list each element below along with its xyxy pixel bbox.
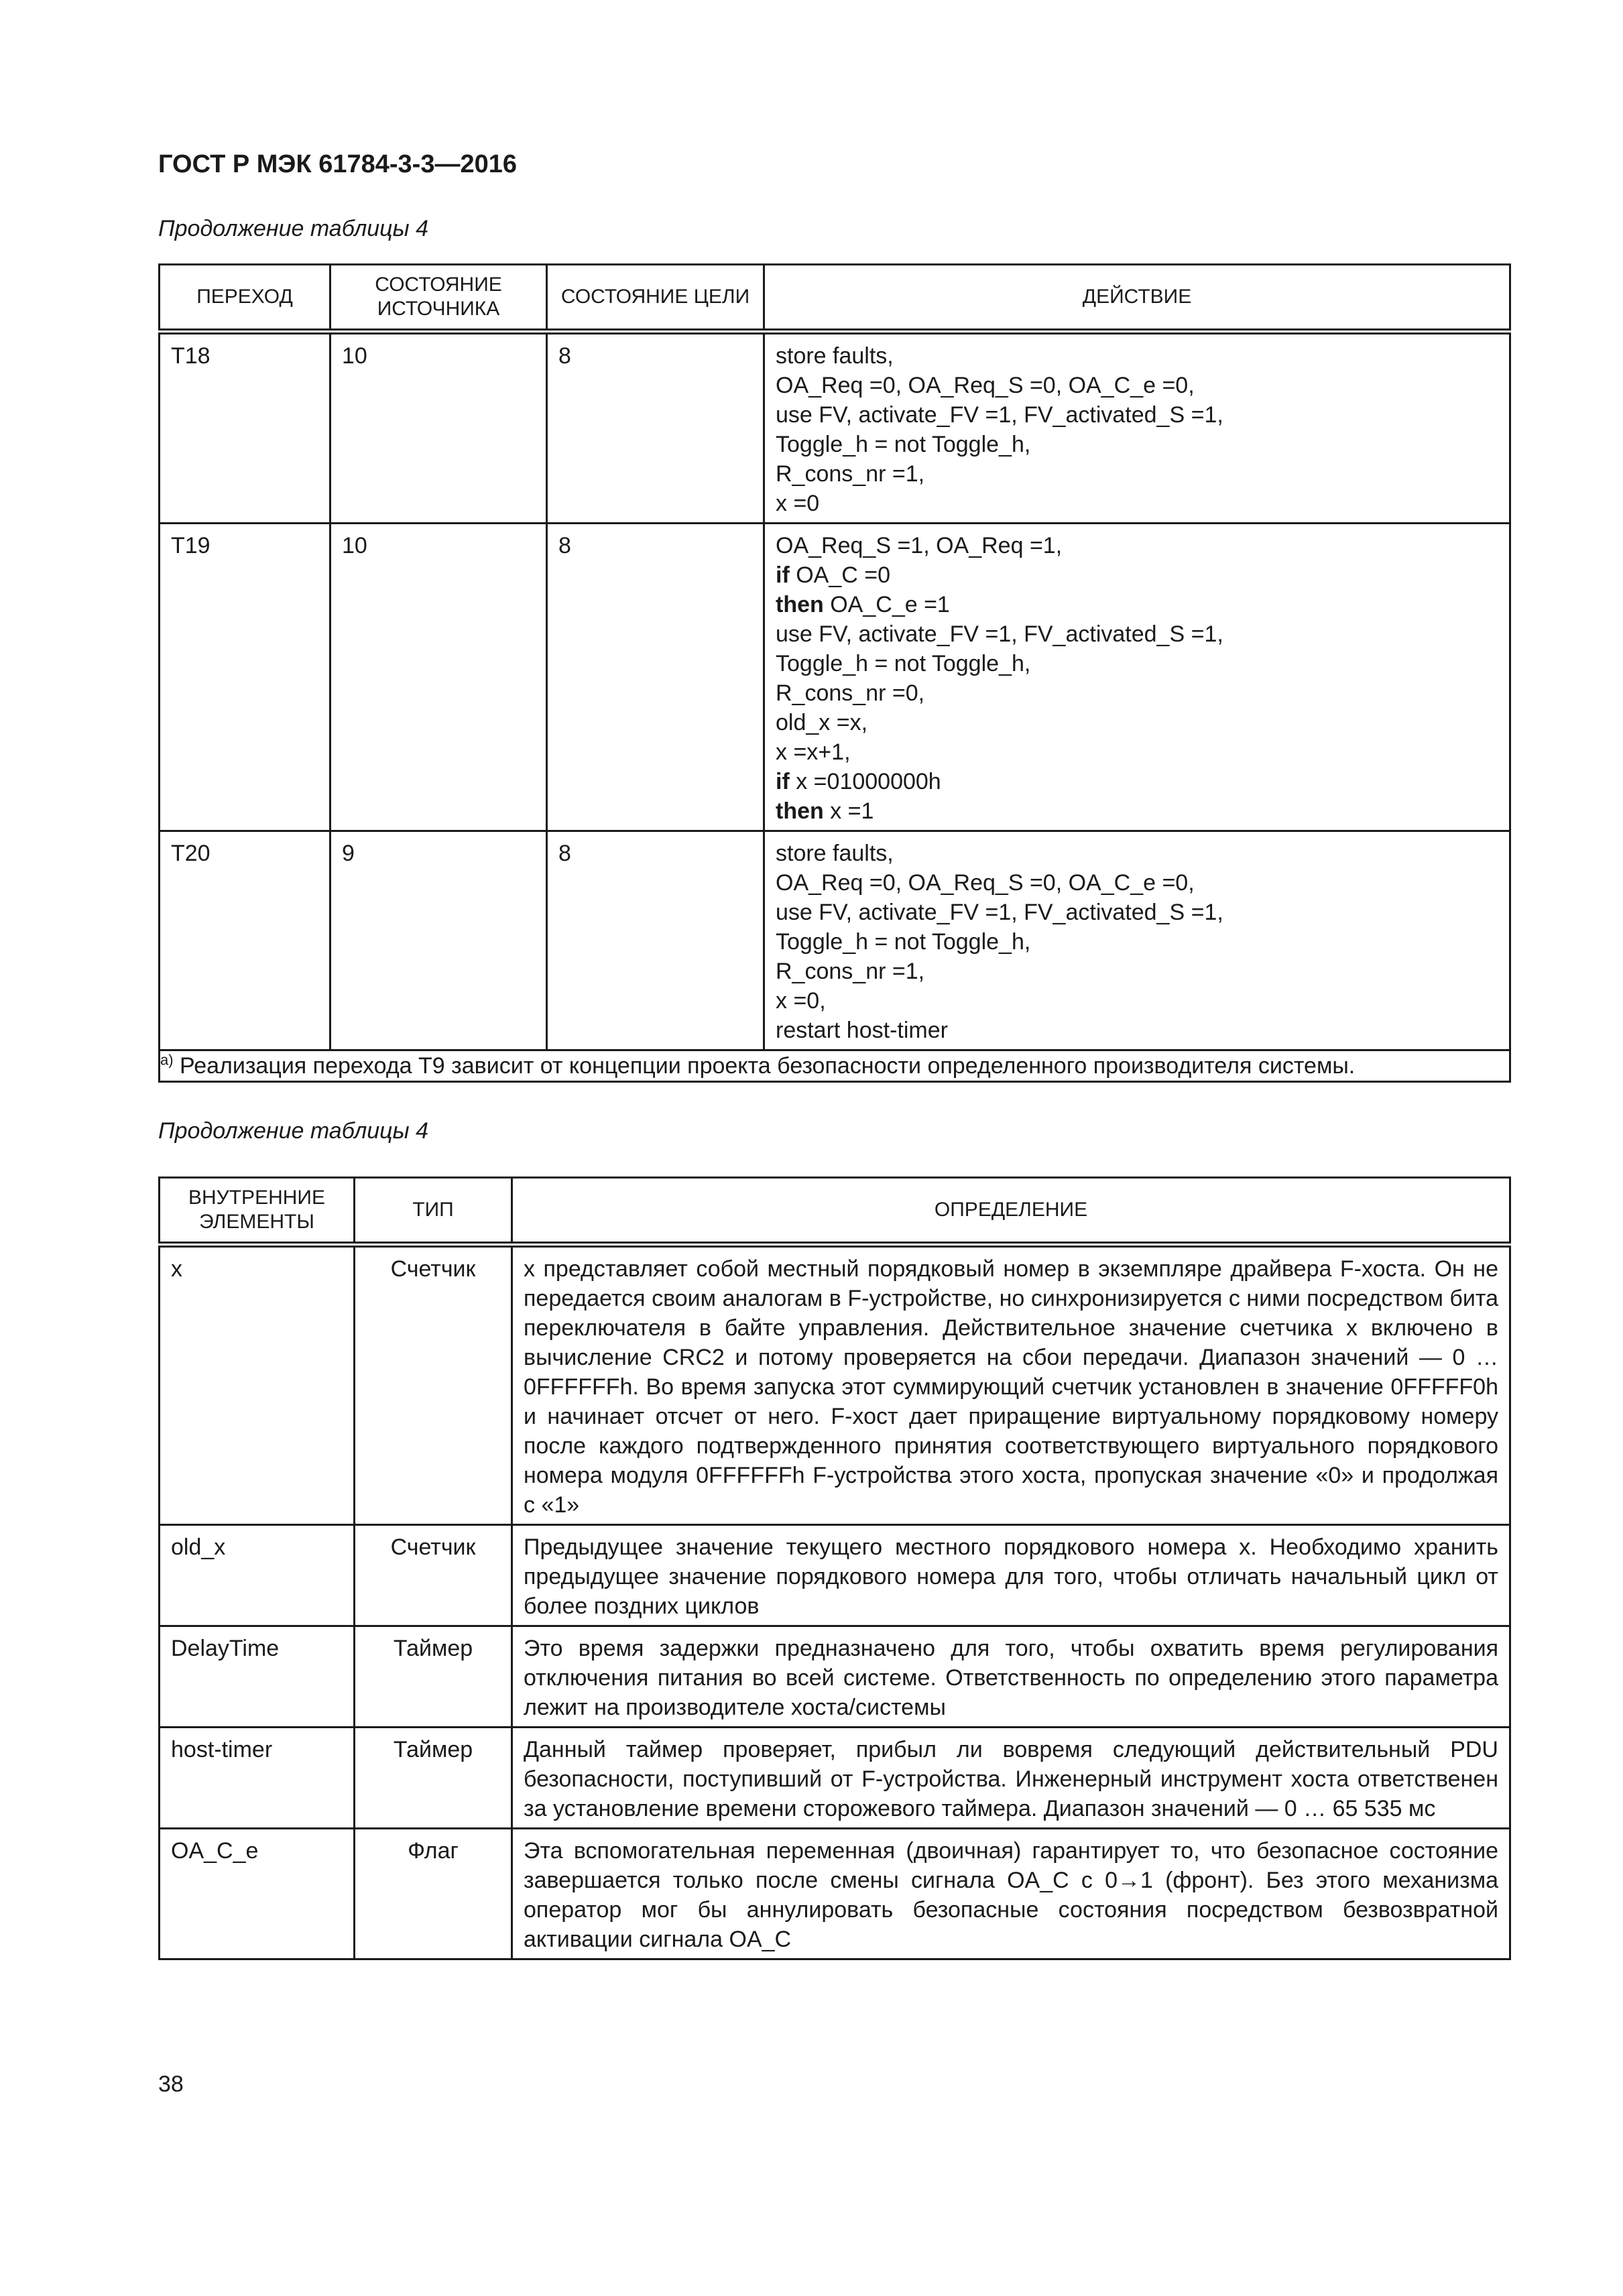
col-source-state-header: СОСТОЯНИЕ ИСТОЧНИКА	[330, 265, 547, 332]
element-name-cell	[160, 1525, 355, 1626]
element-definition-cell	[512, 1245, 1510, 1525]
element-type-cell	[355, 1525, 512, 1626]
transition-id: T19	[171, 533, 211, 558]
element-name: OA_C_e	[171, 1838, 259, 1864]
footnote-text: Реализация перехода T9 зависит от концепции проекта безопасности определенного производителя системы.	[173, 1053, 1356, 1079]
action-line	[776, 898, 1498, 927]
action-text: use FV, activate_FV =1, FV_activated_S =1,	[776, 621, 1223, 647]
source-state-cell	[330, 524, 547, 831]
element-definition: Предыдущее значение текущего местного порядкового номера x. Необходимо хранить предыдущее значение порядкового номера для того, чтобы отличать начальный цикл от более поздних циклов	[524, 1534, 1498, 1619]
source-state-value: 10	[342, 533, 367, 558]
action-text: store faults,	[776, 343, 894, 369]
action-text: restart host-timer	[776, 1018, 948, 1043]
table1-body	[160, 332, 1510, 1050]
action-line	[776, 957, 1498, 986]
action-keyword: then	[776, 798, 824, 824]
action-cell	[764, 524, 1510, 831]
table1-caption: Продолжение таблицы 4	[158, 216, 428, 241]
col-type-header: ТИП	[355, 1178, 512, 1245]
table-row	[160, 1728, 1510, 1829]
action-text: use FV, activate_FV =1, FV_activated_S =1,	[776, 402, 1223, 428]
action-line	[776, 868, 1498, 898]
transition-cell	[160, 332, 330, 524]
action-line	[776, 430, 1498, 459]
element-definition-cell	[512, 1626, 1510, 1728]
action-text: OA_C_e =1	[823, 592, 950, 617]
action-cell	[764, 332, 1510, 524]
table-row	[160, 831, 1510, 1050]
target-state-cell	[547, 524, 764, 831]
action-keyword: if	[776, 562, 790, 588]
action-text: R_cons_nr =0,	[776, 680, 925, 706]
element-name: x	[171, 1256, 182, 1282]
table-row	[160, 524, 1510, 831]
action-text: OA_C =0	[789, 562, 891, 588]
footnote-mark: a)	[160, 1051, 174, 1069]
action-text: store faults,	[776, 841, 894, 866]
action-line	[776, 839, 1498, 868]
element-name-cell	[160, 1728, 355, 1829]
action-text: R_cons_nr =1,	[776, 959, 925, 984]
target-state-cell	[547, 332, 764, 524]
target-state-value: 8	[558, 841, 571, 866]
source-state-cell	[330, 831, 547, 1050]
element-type-cell	[355, 1829, 512, 1959]
target-state-cell	[547, 831, 764, 1050]
action-text: Toggle_h = not Toggle_h,	[776, 651, 1031, 676]
action-text: use FV, activate_FV =1, FV_activated_S =1,	[776, 900, 1223, 925]
action-text: OA_Req =0, OA_Req_S =0, OA_C_e =0,	[776, 870, 1195, 896]
element-type: Таймер	[393, 1636, 473, 1661]
element-name: DelayTime	[171, 1636, 280, 1661]
element-definition: Данный таймер проверяет, прибыл ли вовремя следующий действительный PDU безопасности, поступивший от F-устройства. Инженерный инструмент хоста ответственен за установление времени сторожевого таймера. Диапазон значений — 0 … 65 535 мс	[524, 1737, 1498, 1821]
action-line	[776, 796, 1498, 826]
action-keyword: then	[776, 592, 824, 617]
action-text: x =x+1,	[776, 739, 851, 765]
action-line	[776, 619, 1498, 649]
page-number: 38	[158, 2071, 184, 2097]
action-line	[776, 767, 1498, 796]
table-row	[160, 1245, 1510, 1525]
element-type: Счетчик	[390, 1256, 476, 1282]
element-name-cell	[160, 1245, 355, 1525]
element-definition-cell	[512, 1525, 1510, 1626]
element-definition: Это время задержки предназначено для того, чтобы охватить время регулирования отключения питания во всей системе. Ответственность по определению этого параметра лежит на производителе хоста/системы	[524, 1636, 1498, 1720]
internal-elements-table	[158, 1176, 1511, 1960]
element-name-cell	[160, 1829, 355, 1959]
action-text: x =0	[776, 491, 820, 516]
element-type-cell	[355, 1245, 512, 1525]
col-internal-elements-header: ВНУТРЕННИЕ ЭЛЕМЕНТЫ	[160, 1178, 355, 1245]
action-line	[776, 986, 1498, 1016]
transition-id: T18	[171, 343, 211, 369]
action-line	[776, 341, 1498, 371]
action-lines	[765, 335, 1509, 522]
action-line	[776, 371, 1498, 400]
col-action-header: ДЕЙСТВИЕ	[764, 265, 1510, 332]
table2-caption: Продолжение таблицы 4	[158, 1118, 428, 1144]
table1-footnote	[160, 1050, 1510, 1082]
action-text: OA_Req_S =1, OA_Req =1,	[776, 533, 1063, 558]
target-state-value: 8	[558, 533, 571, 558]
action-line	[776, 708, 1498, 737]
source-state-value: 9	[342, 841, 355, 866]
action-line	[776, 560, 1498, 590]
table1-footnote-row	[160, 1050, 1510, 1082]
element-type: Счетчик	[390, 1534, 476, 1560]
standard-title: ГОСТ Р МЭК 61784-3-3—2016	[158, 150, 517, 178]
action-text: x =01000000h	[789, 769, 941, 794]
table2-header-row	[160, 1178, 1510, 1245]
action-text: Toggle_h = not Toggle_h,	[776, 929, 1031, 955]
action-line	[776, 678, 1498, 708]
element-name: host-timer	[171, 1737, 273, 1762]
action-line	[776, 590, 1498, 619]
action-line	[776, 1016, 1498, 1045]
transitions-table	[158, 263, 1511, 1083]
col-target-state-header: СОСТОЯНИЕ ЦЕЛИ	[547, 265, 764, 332]
transition-id: T20	[171, 841, 211, 866]
action-line	[776, 489, 1498, 518]
action-line	[776, 649, 1498, 678]
action-text: x =0,	[776, 988, 826, 1014]
element-name-cell	[160, 1626, 355, 1728]
transition-cell	[160, 831, 330, 1050]
source-state-value: 10	[342, 343, 367, 369]
action-text: Toggle_h = not Toggle_h,	[776, 432, 1031, 457]
target-state-value: 8	[558, 343, 571, 369]
action-line	[776, 400, 1498, 430]
action-text: x =1	[823, 798, 874, 824]
action-text: R_cons_nr =1,	[776, 461, 925, 487]
action-text: OA_Req =0, OA_Req_S =0, OA_C_e =0,	[776, 373, 1195, 398]
table2-body	[160, 1245, 1510, 1959]
table-row	[160, 1525, 1510, 1626]
element-definition-cell	[512, 1829, 1510, 1959]
element-name: old_x	[171, 1534, 226, 1560]
action-line	[776, 737, 1498, 767]
table-row	[160, 332, 1510, 524]
action-line	[776, 927, 1498, 957]
action-cell	[764, 831, 1510, 1050]
element-type-cell	[355, 1626, 512, 1728]
action-line	[776, 531, 1498, 560]
table-row	[160, 1829, 1510, 1959]
transition-cell	[160, 524, 330, 831]
element-type: Флаг	[408, 1838, 459, 1864]
action-text: old_x =x,	[776, 710, 868, 735]
table1-header-row	[160, 265, 1510, 332]
element-type-cell	[355, 1728, 512, 1829]
element-definition: x представляет собой местный порядковый номер в экземпляре драйвера F-хоста. Он не передается своим аналогам в F-устройстве, но синхронизируется с ними посредством бита переключателя в байте управления. Действительное значение счетчика x включено в вычисление CRC2 и потому проверяется на сбои передачи. Диапазон значений — 0 … 0FFFFFFh. Во время запуска этот суммирующий счетчик установлен в значение 0FFFFF0h и начинает отсчет от него. F-хост дает приращение виртуальному порядковому номеру после каждого подтвержденного принятия соответствующего виртуального порядкового номера модуля 0FFFFFFh F-устройства этого хоста, пропуская значение «0» и продолжая с «1»	[524, 1256, 1498, 1518]
element-type: Таймер	[393, 1737, 473, 1762]
col-transition-header: ПЕРЕХОД	[160, 265, 330, 332]
source-state-cell	[330, 332, 547, 524]
element-definition: Эта вспомогательная переменная (двоичная) гарантирует то, что безопасное состояние завершается только после смены сигнала OA_C с 0→1 (фронт). Без этого механизма оператор мог бы аннулировать безопасные состояния посредством безвозвратной активации сигнала OA_C	[524, 1838, 1498, 1952]
action-lines	[765, 524, 1509, 830]
element-definition-cell	[512, 1728, 1510, 1829]
action-lines	[765, 832, 1509, 1049]
table-row	[160, 1626, 1510, 1728]
col-definition-header: ОПРЕДЕЛЕНИЕ	[512, 1178, 1510, 1245]
action-keyword: if	[776, 769, 790, 794]
action-line	[776, 459, 1498, 489]
